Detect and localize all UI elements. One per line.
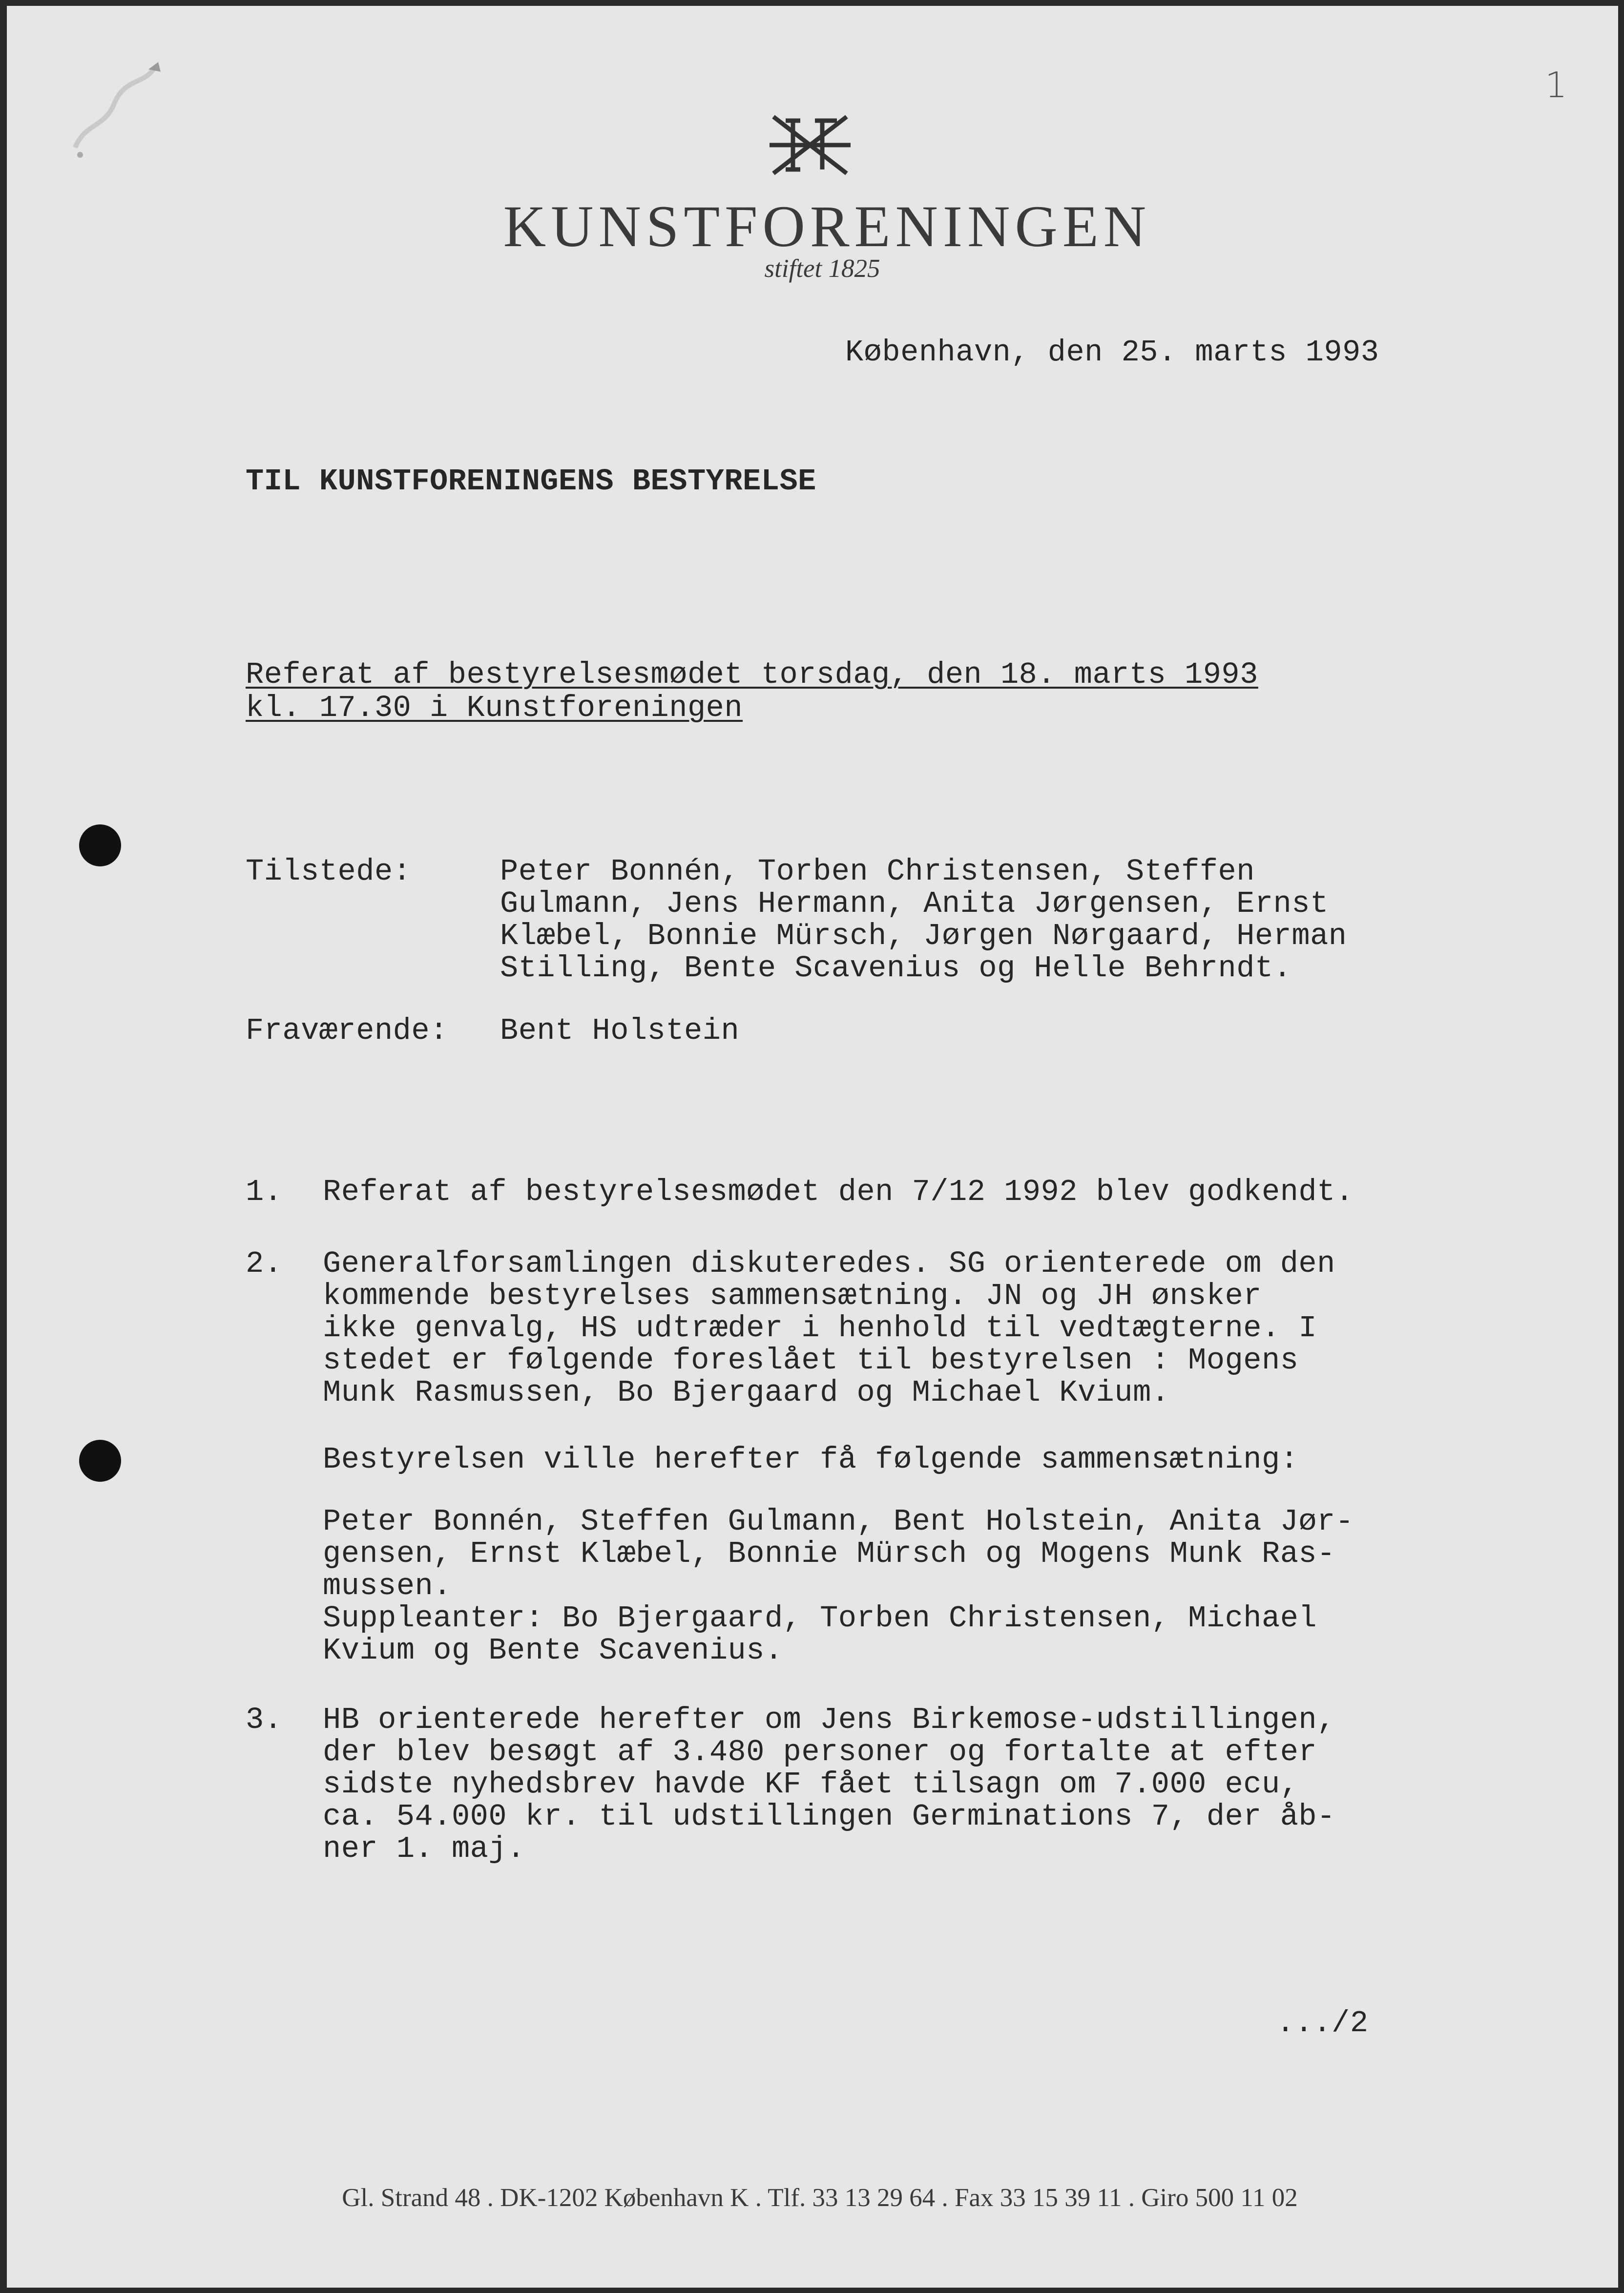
item-line: Bestyrelsen ville herefter få følgende sammensætning: (323, 1442, 1299, 1477)
item-number: 1. (246, 1175, 283, 1209)
present-line: Peter Bonnén, Torben Christensen, Steffen (500, 854, 1255, 889)
document-page (7, 6, 1618, 2288)
present-line: Klæbel, Bonnie Mürsch, Jørgen Nørgaard, Herman (500, 919, 1347, 953)
item-text (323, 1248, 1335, 1409)
subject-line: kl. 17.30 i Kunstforeningen (246, 691, 743, 725)
present-line: Stilling, Bente Scavenius og Helle Behrndt. (500, 951, 1292, 986)
item-text (323, 1506, 1354, 1667)
item-line: ner 1. maj. (323, 1831, 525, 1866)
handwritten-page-number: 1 (1545, 64, 1567, 105)
paper-smudge (56, 50, 183, 177)
organization-name: KUNSTFORENINGEN (503, 194, 1151, 259)
item-line: der blev besøgt af 3.480 personer og fortalte at efter (323, 1735, 1317, 1769)
present-line: Gulmann, Jens Hermann, Anita Jørgensen, Ernst (500, 886, 1329, 921)
item-line: Referat af bestyrelsesmødet den 7/12 1992 blev godkendt. (323, 1175, 1354, 1209)
punch-hole (79, 1440, 121, 1482)
founded-tagline: stiftet 1825 (764, 254, 880, 283)
absent-value: Bent Holstein (500, 1013, 740, 1048)
item-text (323, 1176, 1354, 1208)
item-line: ca. 54.000 kr. til udstillingen Germinations 7, der åb- (323, 1799, 1335, 1834)
item-line: gensen, Ernst Klæbel, Bonnie Mürsch og Mogens Munk Ras- (323, 1536, 1335, 1571)
item-line: sidste nyhedsbrev havde KF fået tilsagn om 7.000 ecu, (323, 1767, 1299, 1802)
present-list (500, 856, 1347, 985)
item-line: Suppleanter: Bo Bjergaard, Torben Christensen, Michael (323, 1601, 1317, 1636)
item-line: mussen. (323, 1569, 452, 1603)
item-number: 2. (246, 1246, 283, 1281)
item-number: 3. (246, 1703, 283, 1737)
item-line: Munk Rasmussen, Bo Bjergaard og Michael Kvium. (323, 1375, 1170, 1410)
item-text (323, 1704, 1335, 1865)
item-line: HB orienterede herefter om Jens Birkemose-udstillingen, (323, 1703, 1335, 1737)
footer-address: Gl. Strand 48 . DK-1202 København K . Tlf. 33 13 29 64 . Fax 33 15 39 11 . Giro 500 11 02 (342, 2184, 1298, 2212)
item-line: stedet er følgende foreslået til bestyrelsen : Mogens (323, 1343, 1299, 1378)
item-line: Generalforsamlingen diskuteredes. SG orienterede om den (323, 1246, 1335, 1281)
item-line: kommende bestyrelses sammensætning. JN og JH ønsker (323, 1279, 1262, 1313)
absent-label: Fraværende: (246, 1013, 448, 1048)
addressee-heading: TIL KUNSTFORENINGENS BESTYRELSE (246, 464, 816, 499)
subject-line: Referat af bestyrelsesmødet torsdag, den 18. marts 1993 (246, 657, 1258, 692)
date-line: København, den 25. marts 1993 (845, 335, 1379, 370)
subject-heading (246, 659, 1258, 725)
item-text (323, 1444, 1298, 1476)
punch-hole (79, 824, 121, 866)
item-line: ikke genvalg, HS udtræder i henhold til vedtægterne. I (323, 1311, 1317, 1346)
item-line: Peter Bonnén, Steffen Gulmann, Bent Holstein, Anita Jør- (323, 1504, 1354, 1539)
present-label: Tilstede: (246, 854, 412, 889)
kf-monogram-logo (764, 111, 856, 179)
item-line: Kvium og Bente Scavenius. (323, 1633, 783, 1668)
continued-marker: .../2 (1276, 2006, 1369, 2041)
